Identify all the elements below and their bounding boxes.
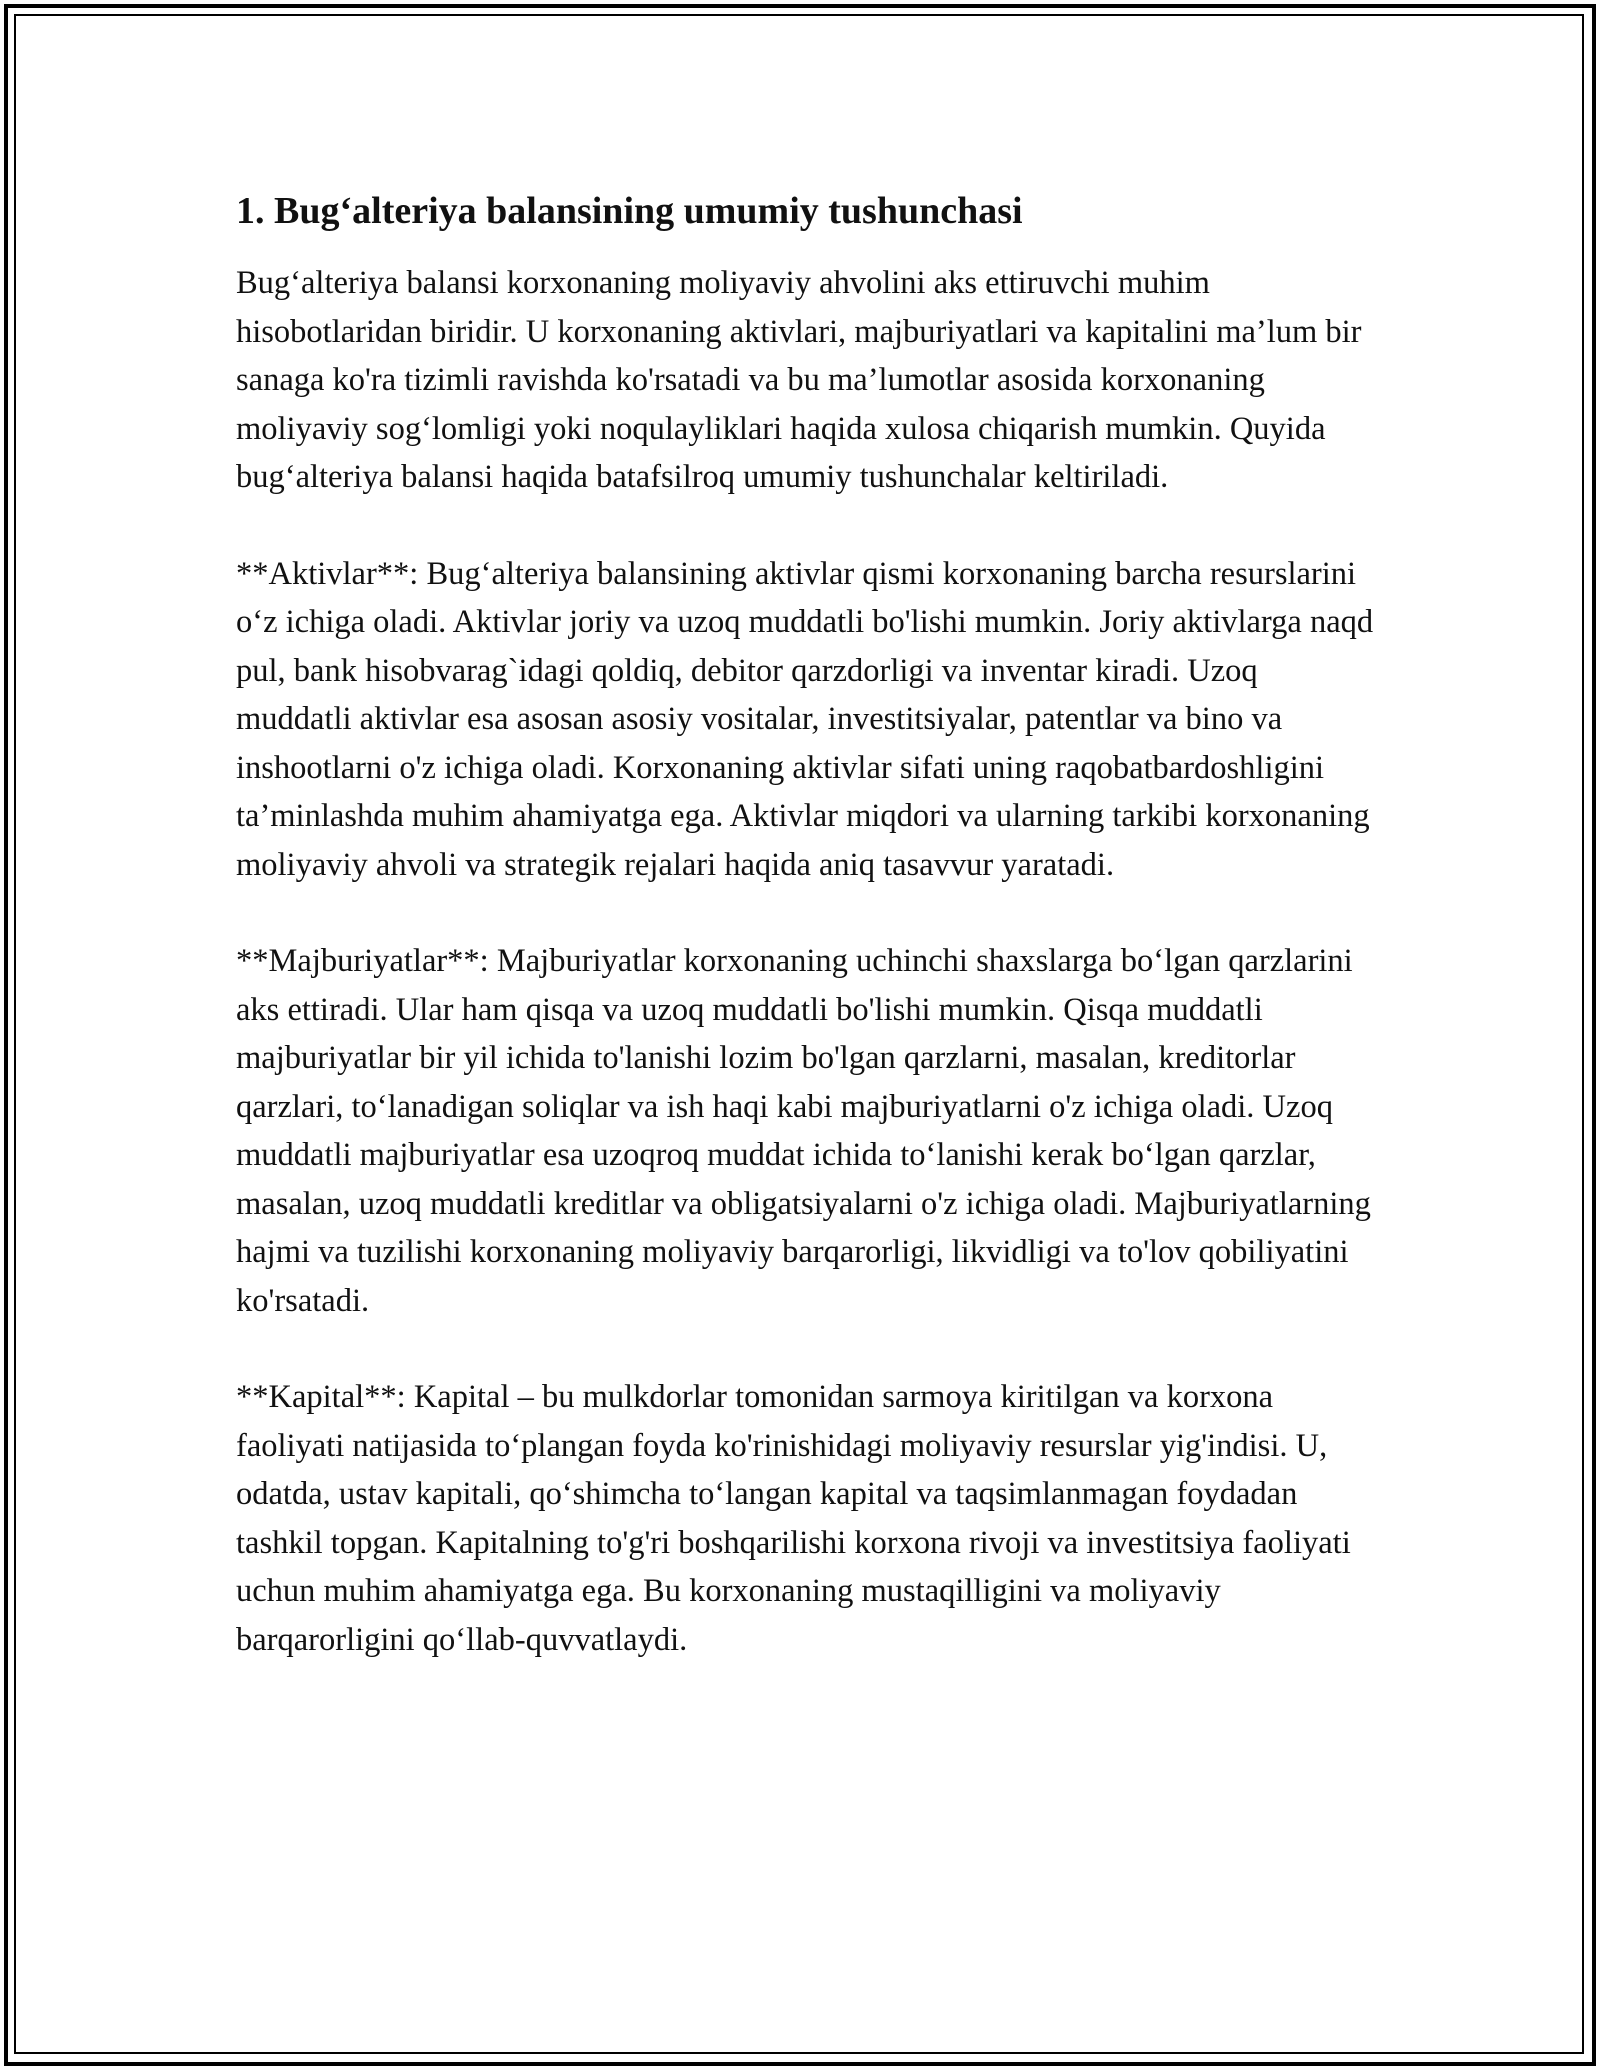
section-heading: 1. Bug‘alteriya balansining umumiy tushunchasi bbox=[236, 190, 1023, 232]
document-body bbox=[236, 186, 1376, 1712]
intro-paragraph: Bug‘alteriya balansi korxonaning moliyaviy ahvolini aks ettiruvchi muhim hisobotlaridan biridir. U korxonaning aktivlari, majburiyatlari va kapitalini ma’lum bir sanaga ko'ra tizimli ravishda ko'rsatadi va bu ma’lumotlar asosida korxonaning moliyaviy sog‘lomligi yoki noqulayliklari haqida xulosa chiqarish mumkin. Quyida bug‘alteriya balansi haqida batafsilroq umumiy tushunchalar keltiriladi. bbox=[236, 265, 1362, 496]
capital-paragraph: **Kapital**: Kapital – bu mulkdorlar tomonidan sarmoya kiritilgan va korxona faoliyati natijasida to‘plangan foyda ko'rinishidagi moliyaviy resurslar yig'indisi. U, odatda, ustav kapitali, qo‘shimcha to‘langan kapital va taqsimlanmagan foydadan tashkil topgan. Kapitalning to'g'ri boshqarilishi korxona rivoji va investitsiya faoliyati uchun muhim ahamiyatga ega. Bu korxonaning mustaqilligini va moliyaviy barqarorligini qo‘llab-quvvatlaydi. bbox=[236, 1379, 1351, 1658]
assets-paragraph: **Aktivlar**: Bug‘alteriya balansining aktivlar qismi korxonaning barcha resurslarini o‘z ichiga oladi. Aktivlar joriy va uzoq muddatli bo'lishi mumkin. Joriy aktivlarga naqd pul, bank hisobvarag`idagi qoldiq, debitor qarzdorligi va inventar kiradi. Uzoq muddatli aktivlar esa asosan asosiy vositalar, investitsiyalar, patentlar va bino va inshootlarni o'z ichiga oladi. Korxonaning aktivlar sifati uning raqobatbardoshligini ta’minlashda muhim ahamiyatga ega. Aktivlar miqdori va ularning tarkibi korxonaning moliyaviy ahvoli va strategik rejalari haqida aniq tasavvur yaratadi. bbox=[236, 555, 1374, 883]
liabilities-paragraph: **Majburiyatlar**: Majburiyatlar korxonaning uchinchi shaxslarga bo‘lgan qarzlarini aks ettiradi. Ular ham qisqa va uzoq muddatli bo'lishi mumkin. Qisqa muddatli majburiyatlar bir yil ichida to'lanishi lozim bo'lgan qarzlarni, masalan, kreditorlar qarzlari, to‘lanadigan soliqlar va ish haqi kabi majburiyatlarni o'z ichiga oladi. Uzoq muddatli majburiyatlar esa uzoqroq muddat ichida to‘lanishi kerak bo‘lgan qarzlar, masalan, uzoq muddatli kreditlar va obligatsiyalarni o'z ichiga oladi. Majburiyatlarning hajmi va tuzilishi korxonaning moliyaviy barqarorligi, likvidligi va to'lov qobiliyatini ko'rsatadi. bbox=[236, 943, 1371, 1319]
